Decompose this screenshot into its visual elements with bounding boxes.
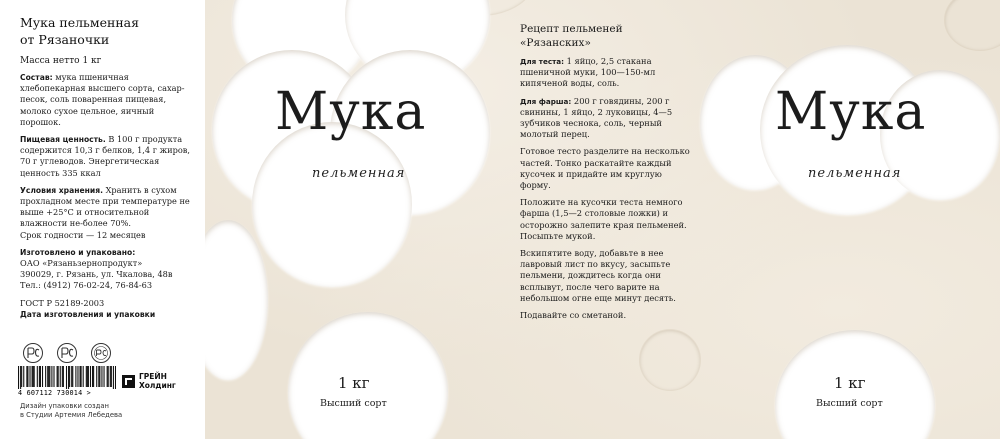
barcode-digits: 4 607112 730014 > (18, 389, 116, 397)
logo-line: ГРЕЙН (139, 372, 167, 381)
info-maker (20, 247, 193, 292)
recipe-title (520, 22, 690, 50)
product-title: Мука (775, 82, 927, 142)
product-subtitle: пельменная (312, 166, 406, 181)
recipe-step: Подавайте со сметаной. (520, 310, 627, 321)
info-storage (20, 185, 193, 241)
net-weight: 1 кг (834, 374, 866, 392)
logo-line: Холдинг (139, 381, 176, 390)
shelf-life: Срок годности — 12 месяцев (20, 229, 146, 240)
info-nutrition (20, 134, 193, 179)
certification-mark-icon (54, 342, 80, 364)
recipe-dough-label: Для теста: (520, 57, 564, 66)
maker-line: 390029, г. Рязань, ул. Чкалова, 48в (20, 269, 173, 280)
info-title (20, 14, 193, 48)
recipe-step: Положите на кусочки теста немного фарша (1,5—2 столовые ложки) и осторожно залепите края пельменей. Посыпьте мукой. (520, 197, 687, 241)
recipe-title-line: «Рязанских» (520, 37, 591, 49)
flour-grade: Высший сорт (816, 398, 883, 409)
certification-marks (20, 342, 114, 364)
date-label: Дата изготовления и упаковки (20, 309, 156, 319)
maker-line: Тел.: (4912) 76-02-24, 76-84-63 (20, 280, 153, 291)
recipe-filling-label: Для фарша: (520, 96, 572, 106)
logo-mark-icon (122, 375, 135, 388)
info-title-line: от Рязаночки (20, 32, 110, 47)
composition-label: Состав: (20, 73, 53, 82)
flour-grade: Высший сорт (320, 398, 387, 409)
design-credit (20, 402, 122, 420)
product-subtitle: пельменная (808, 166, 902, 181)
maker-label: Изготовлено и упаковано: (20, 247, 136, 257)
maker-line: ОАО «Рязаньзернопродукт» (20, 258, 143, 269)
dough-cutout (252, 122, 412, 287)
net-weight: 1 кг (338, 374, 370, 392)
recipe-filling (520, 96, 690, 141)
info-title-line: Мука пельменная (20, 15, 139, 30)
certification-mark-icon (88, 342, 114, 364)
credit-line: Дизайн упаковки создан (20, 402, 109, 410)
recipe-step: Готовое тесто разделите на несколько частей. Тонко раскатайте каждый кусочек и придайте им круглую форму. (520, 146, 690, 191)
recipe-panel (520, 22, 690, 327)
credit-line: в Студии Артемия Лебедева (20, 411, 123, 419)
logo-text (139, 372, 176, 390)
recipe-title-line: Рецепт пельменей (520, 23, 623, 35)
barcode-bars-icon (18, 366, 116, 390)
gost-code: ГОСТ Р 52189-2003 (20, 297, 105, 308)
storage-label: Условия хранения. (20, 185, 103, 195)
recipe-dough-text: 1 яйцо, 2,5 стакана пшеничной муки, 100—150-мл кипяченой воды, соль. (520, 56, 656, 89)
info-gost (20, 298, 193, 320)
info-mass: Масса нетто 1 кг (20, 56, 102, 66)
dough-impression (640, 330, 700, 390)
composition-text: мука пшеничная хлебопекарная высшего сорта, сахар-песок, соль поваренная пищевая, молоко сухое цельное, яичный порошок. (20, 72, 185, 127)
product-title: Мука (275, 82, 427, 142)
certification-mark-icon (20, 342, 46, 364)
info-composition (20, 72, 193, 128)
recipe-step: Вскипятите воду, добавьте в нее лавровый лист по вкусу, засыпьте пельмени, дождитесь когда они всплывут, после чего варите на небольшом огне еще минут десять. (520, 248, 676, 303)
nutrition-label: Пищевая ценность. (20, 135, 106, 145)
recipe-filling-text: 200 г говядины, 200 г свинины, 1 яйцо, 2 луковицы, 4—5 зубчиков чеснока, соль, черный молотый перец. (520, 95, 673, 140)
nutrition-text: В 100 г продукта содержится 10,3 г белков, 1,4 г жиров, 70 г углеводов. Энергетическая ценность 335 ккал (20, 134, 190, 178)
grain-holding-logo (122, 372, 176, 390)
barcode (18, 366, 116, 396)
recipe-dough (520, 56, 690, 90)
storage-text: Хранить в сухом прохладном месте при температуре не выше +25°C и относительной влажности не-более 70%. (20, 184, 190, 229)
